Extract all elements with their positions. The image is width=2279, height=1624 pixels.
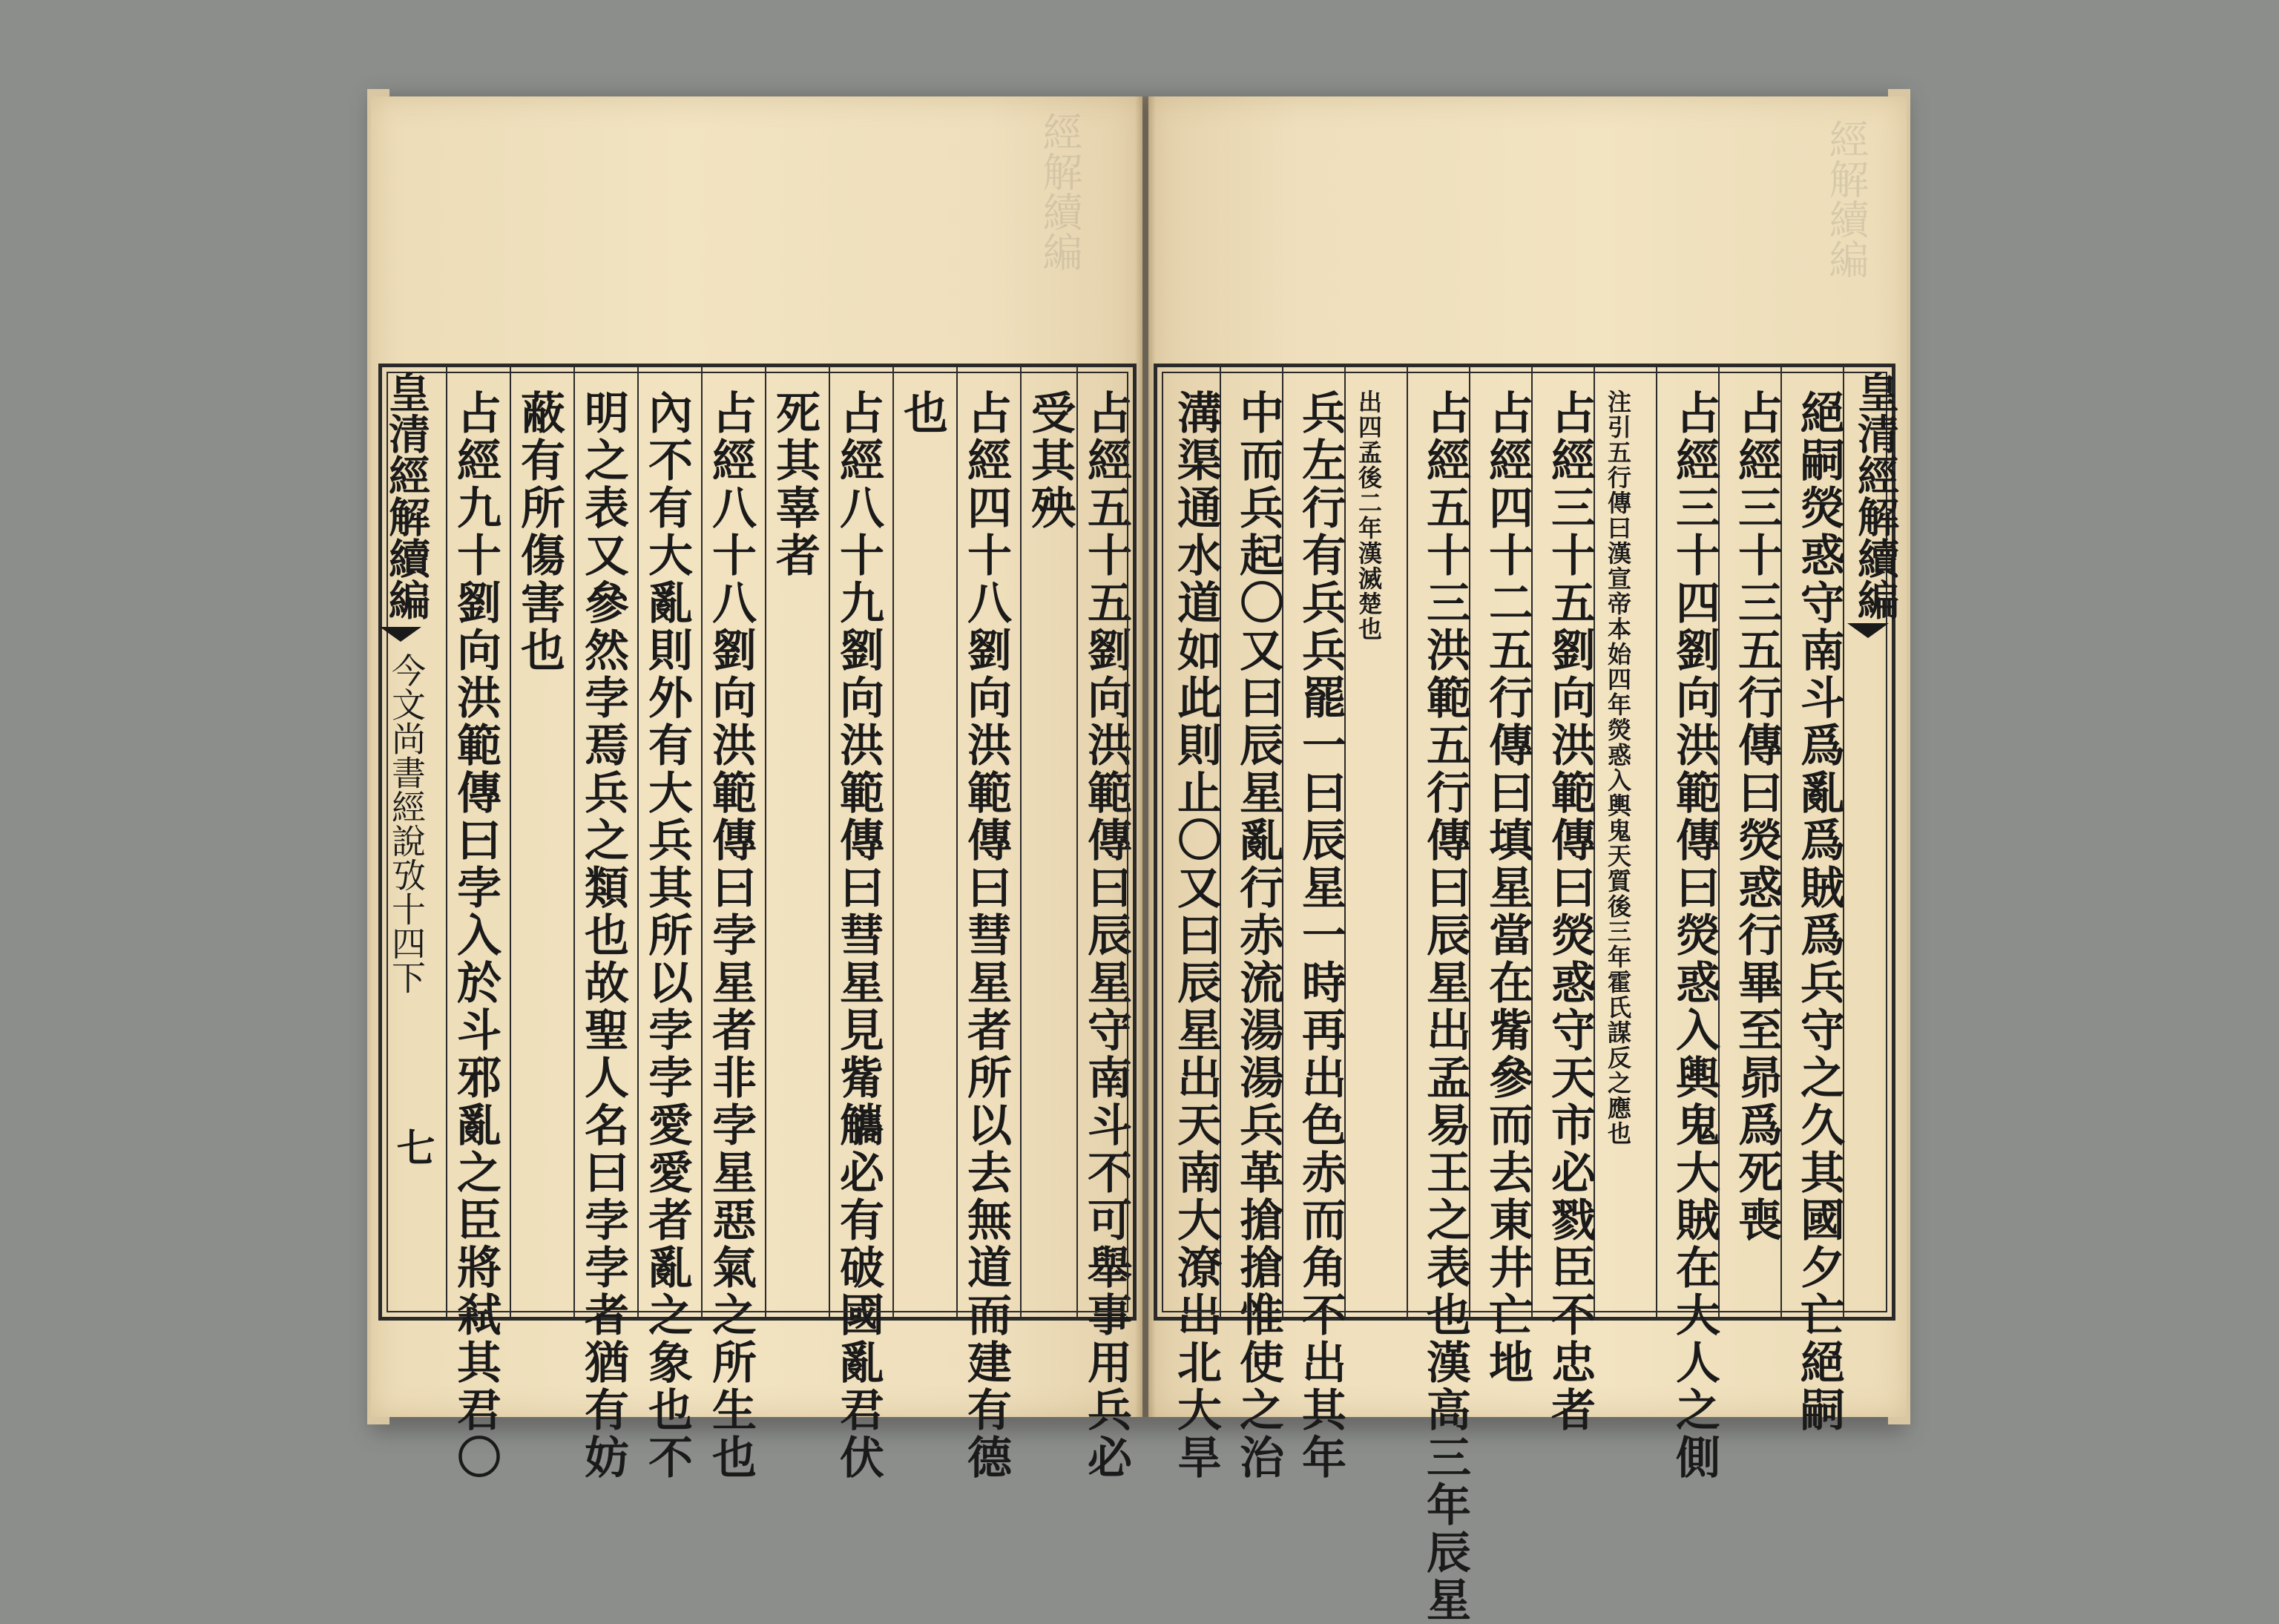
text-column: 占經五十三洪範五行傳曰辰星出孟易王之表也漢高三年辰星 bbox=[1419, 389, 1471, 1624]
page-number: 七 bbox=[389, 1128, 435, 1166]
text-column: 占經三十四劉向洪範傳曰熒惑入輿鬼大賊在大人之側 bbox=[1668, 389, 1720, 1482]
column-rule bbox=[446, 367, 447, 1317]
text-column: 明之表又參然孛焉兵之類也故聖人名曰孛孛者猶有妨 bbox=[577, 389, 629, 1482]
margin-title: 皇清經解續編 bbox=[382, 371, 431, 620]
text-column: 蔽有所傷害也 bbox=[513, 389, 565, 674]
column-rule bbox=[892, 367, 894, 1317]
text-column: 占經三十三五行傳曰熒惑行畢至昴爲死喪 bbox=[1731, 389, 1783, 1244]
column-rule bbox=[829, 367, 830, 1317]
column-rule bbox=[1407, 367, 1408, 1317]
column-rule bbox=[637, 367, 639, 1317]
text-column: 占經五十五劉向洪範傳曰辰星守南斗不可舉事用兵必 bbox=[1080, 389, 1132, 1482]
column-rule bbox=[573, 367, 575, 1317]
text-column: 受其殃 bbox=[1024, 389, 1076, 532]
margin-subtitle: 今文尚書經說攷十四下 bbox=[387, 653, 427, 994]
text-column: 占經九十劉向洪範傳曰孛入於斗邪亂之臣將弒其君〇 bbox=[450, 389, 501, 1482]
column-rule bbox=[1656, 367, 1657, 1317]
text-column: 死其辜者 bbox=[769, 389, 820, 579]
fishtail-mark bbox=[1847, 623, 1889, 638]
column-rule bbox=[1531, 367, 1533, 1317]
text-column: 也 bbox=[896, 389, 948, 437]
text-column: 絕嗣熒惑守南斗爲亂爲賊爲兵守之久其國夕亡絕嗣 bbox=[1793, 389, 1845, 1434]
text-column: 兵左行有兵兵罷一曰辰星一時再出色赤而角不出其年 bbox=[1295, 389, 1346, 1482]
column-rule bbox=[765, 367, 766, 1317]
column-rule bbox=[1220, 367, 1221, 1317]
fishtail-mark bbox=[380, 627, 421, 642]
margin-title: 皇清經解續編 bbox=[1851, 371, 1900, 620]
column-rule bbox=[701, 367, 703, 1317]
column-rule bbox=[956, 367, 958, 1317]
text-column: 內不有大亂則外有大兵其所以孛孛愛愛者亂之象也不 bbox=[641, 389, 693, 1482]
column-rule bbox=[510, 367, 511, 1317]
book-gutter bbox=[1135, 96, 1156, 1417]
column-rule bbox=[1344, 367, 1346, 1317]
annotation-column: 注引五行傳曰漢宣帝本始四年熒惑入輿鬼天質後三年霍氏謀反之應也 bbox=[1604, 389, 1632, 1146]
column-rule bbox=[1469, 367, 1470, 1317]
text-column: 占經八十八劉向洪範傳曰孛星者非孛星惡氣之所生也 bbox=[705, 389, 757, 1482]
annotation-column: 出四孟後二年漢滅楚也 bbox=[1355, 389, 1383, 642]
text-column: 中而兵起〇又曰辰星亂行赤流湯湯兵革搶搶惟使之治 bbox=[1232, 389, 1284, 1482]
text-column: 占經四十八劉向洪範傳曰彗星者所以去無道而建有德 bbox=[960, 389, 1012, 1482]
text-column: 占經四十二五行傳曰填星當在觜參而去東井亡地 bbox=[1481, 389, 1533, 1387]
column-rule bbox=[1076, 367, 1078, 1317]
column-rule bbox=[1718, 367, 1720, 1317]
show-through-text: 經解續編 bbox=[1036, 111, 1083, 272]
column-rule bbox=[1282, 367, 1283, 1317]
text-column: 占經三十五劉向洪範傳曰熒惑守天市必戮臣不忠者 bbox=[1544, 389, 1596, 1434]
column-rule bbox=[1780, 367, 1782, 1317]
column-rule bbox=[1843, 367, 1844, 1317]
left-text-block bbox=[378, 364, 1137, 1482]
text-column: 溝渠通水道如此則止〇又曰辰星出天南大潦出北大旱 bbox=[1170, 389, 1222, 1482]
text-column: 占經八十九劉向洪範傳曰彗星見觜觿必有破國亂君伏 bbox=[832, 389, 884, 1482]
right-text-block bbox=[1154, 364, 1895, 1624]
show-through-text: 經解續編 bbox=[1823, 119, 1869, 279]
column-rule bbox=[1020, 367, 1022, 1317]
column-rule bbox=[1594, 367, 1595, 1317]
